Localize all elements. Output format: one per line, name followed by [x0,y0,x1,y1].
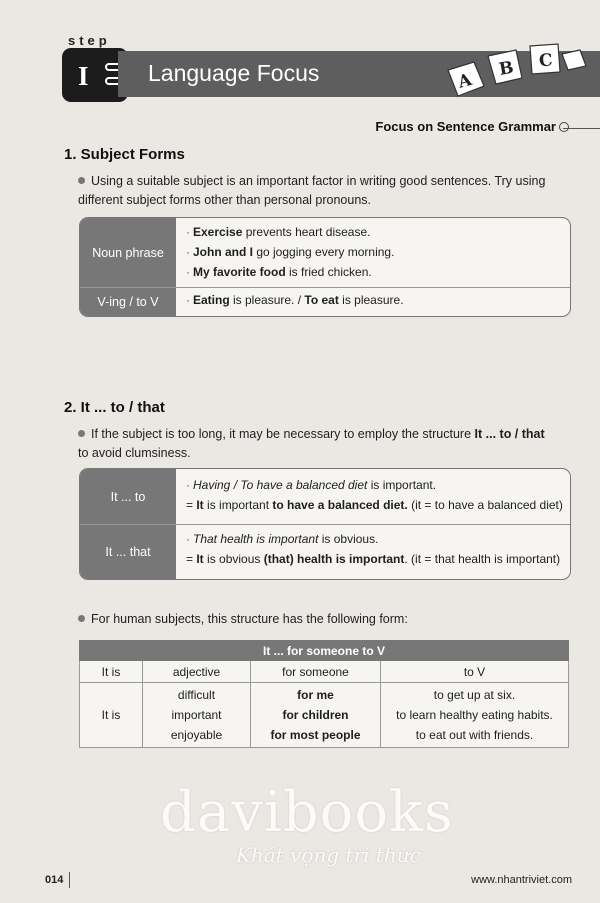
section1-intro [78,172,558,210]
section-heading-it-to-that: 2. It ... to / that [64,399,165,416]
example-line: · My favorite food is fried chicken. [186,265,372,279]
it-to-that-table [79,468,571,580]
row-label: It ... to [80,469,176,524]
grid-cell-someones: for me for children for most people [251,683,381,748]
step-number: I [78,61,89,91]
intro-text: Using a suitable subject is an important factor in writing good sentences. Try using different subject forms other than personal pronouns. [78,174,546,207]
grid-cell: It is [80,661,143,683]
example-line: · Eating is pleasure. / To eat is pleasure. [186,293,404,307]
page-title: Language Focus [148,60,320,86]
row-label: It ... that [80,525,176,579]
section2-intro: If the subject is too long, it may be necessary to employ the structure It ... to / that to avoid clumsiness. [78,427,545,460]
grid-header: It ... for someone to V [80,641,569,661]
grid-cell: for someone [251,661,381,683]
row-label: Noun phrase [80,218,176,287]
watermark-slogan: Khát vọng tri thức [236,843,421,867]
circle-icon [559,122,569,132]
abc-letter: A [455,69,474,93]
example-line: · Exercise prevents heart disease. [186,225,371,239]
subject-forms-table [79,217,571,317]
human-subjects-intro: For human subjects, this structure has the following form: [78,610,558,629]
example-line: · That health is important is obvious. [186,532,379,546]
example-line: · Having / To have a balanced diet is important. [186,478,437,492]
abc-letter: C [538,50,554,72]
page-number: 014 [45,874,64,886]
step-label: step [68,33,111,48]
table-row [80,661,569,683]
grid-cell-verbs: to get up at six. to learn healthy eating habits. to eat out with friends. [381,683,569,748]
bullet-icon [78,177,85,184]
section-heading-subject-forms: 1. Subject Forms [64,146,185,163]
divider [69,872,70,888]
grid-cell-adjectives: difficult important enjoyable [143,683,251,748]
watermark-brand: davibooks [160,780,454,845]
row-label: V-ing / to V [80,288,176,316]
bullet-icon [78,615,85,622]
grid-cell: It is [80,683,143,748]
example-line: = It is important to have a balanced diet. (it = to have a balanced diet) [186,498,563,512]
bullet-icon [78,430,85,437]
table-row [80,683,569,748]
grid-cell: adjective [143,661,251,683]
grid-cell: to V [381,661,569,683]
example-line: = It is obvious (that) health is important. (it = that health is important) [186,552,561,566]
table-row [80,218,570,287]
structure-grid [79,640,569,748]
website-link[interactable]: www.nhantriviet.com [471,874,572,886]
divider [563,128,600,129]
page-subtitle: Focus on Sentence Grammar [375,119,556,134]
abc-blocks-icon [440,36,590,106]
table-row [80,288,570,316]
table-row [80,525,570,579]
example-line: · John and I go jogging every morning. [186,245,395,259]
table-row [80,469,570,524]
abc-letter: B [497,57,516,80]
